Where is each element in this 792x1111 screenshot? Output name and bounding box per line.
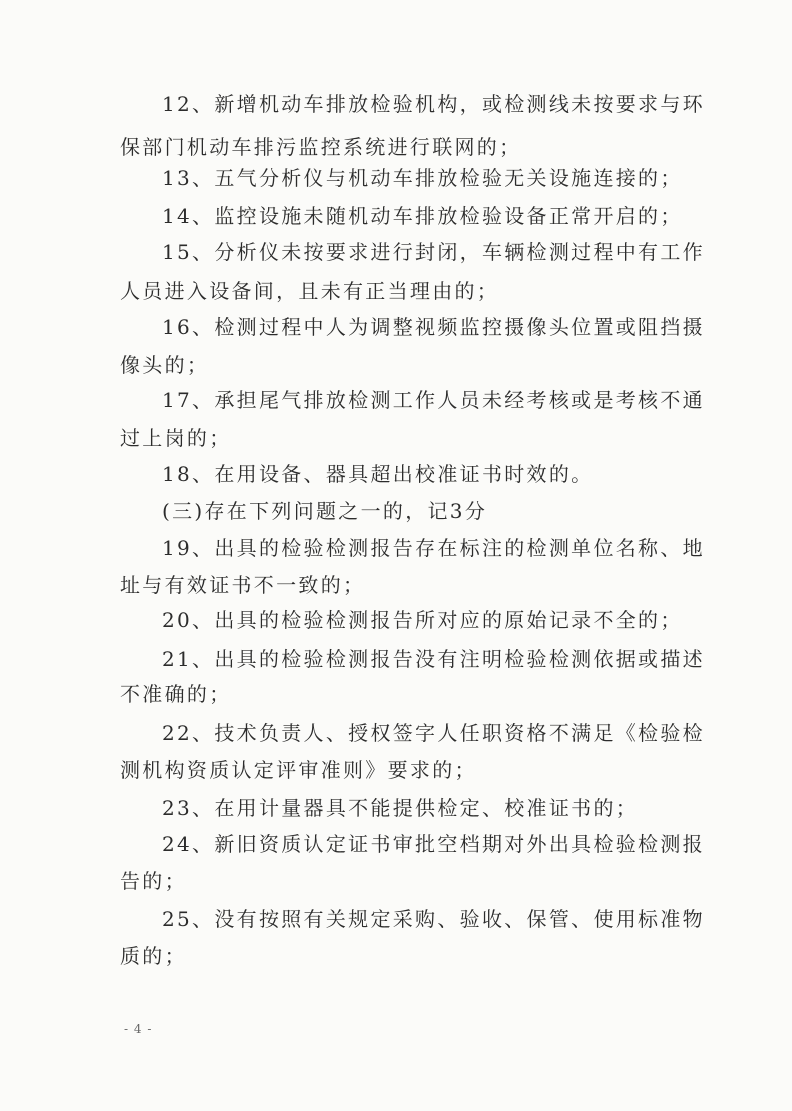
text-line-item-22-cont: 测机构资质认定评审准则》要求的； — [120, 758, 477, 782]
text-line-item-24-cont: 告的； — [120, 869, 187, 893]
text-line-item-16-cont: 像头的； — [120, 353, 210, 377]
text-line-item-12-cont: 保部门机动车排污监控系统进行联网的； — [120, 135, 522, 159]
text-line-item-12: 12、新增机动车排放检验机构，或检测线未按要求与环 — [162, 92, 705, 116]
text-line-item-25: 25、没有按照有关规定采购、验收、保管、使用标准物 — [162, 907, 705, 931]
text-line-item-22: 22、技术负责人、授权签字人任职资格不满足《检验检 — [162, 721, 705, 745]
text-line-item-15-cont: 人员进入设备间，且未有正当理由的； — [120, 279, 500, 303]
text-line-item-14: 14、监控设施未随机动车排放检验设备正常开启的； — [162, 204, 683, 228]
text-line-item-20: 20、出具的检验检测报告所对应的原始记录不全的； — [162, 608, 683, 632]
text-line-item-24: 24、新旧资质认定证书审批空档期对外出具检验检测报 — [162, 832, 705, 856]
text-line-item-13: 13、五气分析仪与机动车排放检验无关设施连接的； — [162, 166, 683, 190]
text-line-item-19-cont: 址与有效证书不一致的； — [120, 573, 366, 597]
text-line-item-21-cont: 不准确的； — [120, 682, 232, 706]
section-heading-3: (三)存在下列问题之一的，记3分 — [162, 499, 488, 523]
page-number: - 4 - — [124, 1022, 153, 1036]
text-line-item-18: 18、在用设备、器具超出校准证书时效的。 — [162, 462, 594, 486]
text-line-item-17-cont: 过上岗的； — [120, 426, 232, 450]
text-line-item-16: 16、检测过程中人为调整视频监控摄像头位置或阻挡摄 — [162, 315, 705, 339]
text-line-item-15: 15、分析仪未按要求进行封闭，车辆检测过程中有工作 — [162, 240, 705, 264]
text-line-item-17: 17、承担尾气排放检测工作人员未经考核或是考核不通 — [162, 388, 705, 412]
text-line-item-23: 23、在用计量器具不能提供检定、校准证书的； — [162, 796, 639, 820]
text-line-item-25-cont: 质的； — [120, 944, 187, 968]
text-line-item-19: 19、出具的检验检测报告存在标注的检测单位名称、地 — [162, 536, 705, 560]
text-line-item-21: 21、出具的检验检测报告没有注明检验检测依据或描述 — [162, 647, 705, 671]
